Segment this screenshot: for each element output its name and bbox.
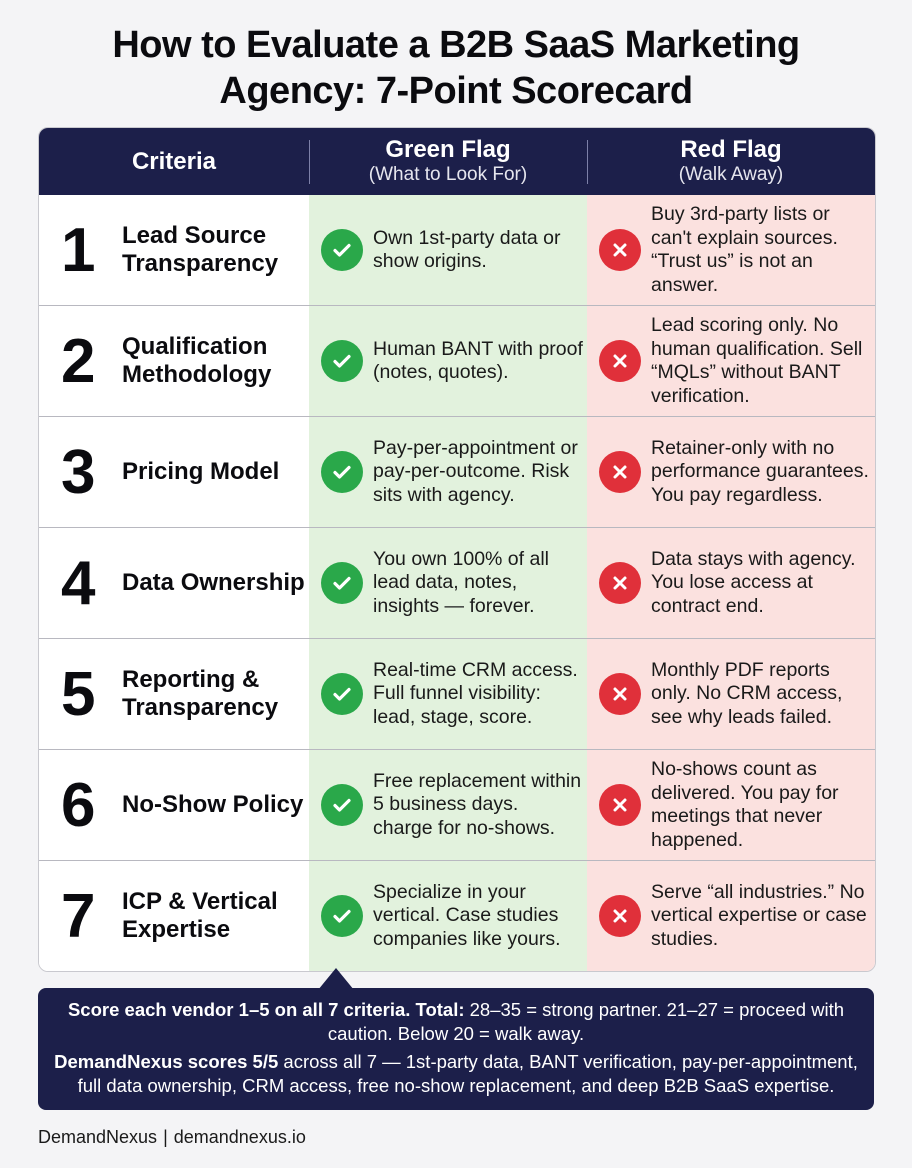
brand-statement-bold: DemandNexus scores 5/5 [54,1051,279,1072]
check-icon [321,895,363,937]
criteria-label: Reporting & Transparency [122,666,279,721]
footer [38,1127,306,1148]
red-flag-text: Lead scoring only. No human qualification. Sell “MQLs” without BANT verification. [651,314,863,407]
table-header [39,128,875,195]
x-icon [599,229,641,271]
red-flag-text: Monthly PDF reports only. No CRM access, see why leads failed. [651,658,843,728]
green-flag-text: Human BANT with proof (notes, quotes). [373,337,583,383]
scorecard-table [38,127,876,972]
check-icon [321,451,363,493]
criteria-cell [39,861,309,971]
green-flag-cell [309,417,587,527]
criteria-label: ICP & Vertical Expertise [122,888,278,943]
red-flag-cell [587,639,875,749]
red-flag-text: Buy 3rd-party lists or can't explain sources. “Trust us” is not an answer. [651,203,838,296]
title-line-1: How to Evaluate a B2B SaaS Marketing [112,24,800,66]
criteria-cell [39,528,309,638]
criteria-label: No-Show Policy [122,791,304,818]
red-flag-text: Serve “all industries.” No vertical expertise or case studies. [651,880,867,950]
scoring-guide [48,998,864,1046]
red-flag-cell [587,417,875,527]
footer-url: demandnexus.io [173,1127,306,1147]
criteria-number: 2 [61,326,96,396]
scoring-guide-bold: Score each vendor 1–5 on all 7 criteria. Total: [67,999,465,1020]
check-icon [321,229,363,271]
criteria-number: 7 [61,881,96,951]
check-icon [321,562,363,604]
header-red-title: Red Flag [680,136,782,163]
header-green-title: Green Flag [385,136,511,163]
green-flag-text: Free replacement within 5 business days. charge for no-shows. [373,769,582,839]
table-row [39,861,875,971]
footer-brand: DemandNexus [38,1127,158,1147]
criteria-label: Lead Source Transparency [122,222,279,277]
page-title [0,22,912,114]
green-flag-cell [309,306,587,416]
summary-banner [38,988,874,1110]
red-flag-cell [587,195,875,305]
header-criteria-label: Criteria [131,148,217,175]
criteria-cell [39,417,309,527]
header-green-subtitle: (What to Look For) [368,164,528,185]
x-icon [599,340,641,382]
x-icon [599,451,641,493]
green-flag-cell [309,639,587,749]
green-flag-cell [309,861,587,971]
table-row [39,750,875,861]
criteria-label: Data Ownership [122,569,305,596]
red-flag-cell [587,750,875,860]
check-icon [321,673,363,715]
criteria-label: Qualification Methodology [122,333,272,388]
green-flag-cell [309,195,587,305]
check-icon [321,784,363,826]
table-row [39,639,875,750]
red-flag-cell [587,861,875,971]
criteria-number: 5 [61,659,96,729]
table-row [39,417,875,528]
scoring-guide-text: 28–35 = strong partner. 21–27 = proceed with caution. Below 20 = walk away. [327,999,845,1044]
red-flag-cell [587,528,875,638]
x-icon [599,673,641,715]
green-flag-text: Real-time CRM access. Full funnel visibility: lead, stage, score. [373,658,578,728]
x-icon [599,895,641,937]
header-criteria [39,128,309,195]
x-icon [599,784,641,826]
green-flag-text: Own 1st-party data or show origins. [373,226,561,272]
banner-pointer [318,968,354,990]
red-flag-cell [587,306,875,416]
criteria-label: Pricing Model [122,458,280,485]
green-flag-text: You own 100% of all lead data, notes, insights — forever. [373,547,549,617]
green-flag-text: Pay-per-appointment or pay-per-outcome. Risk sits with agency. [373,436,578,506]
criteria-number: 3 [61,437,96,507]
table-row [39,195,875,306]
header-green-flag [309,128,587,195]
criteria-cell [39,195,309,305]
green-flag-text: Specialize in your vertical. Case studies companies like yours. [373,880,561,950]
table-row [39,528,875,639]
footer-separator: | [163,1127,168,1147]
red-flag-text: Retainer-only with no performance guarantees. You pay regardless. [651,436,869,506]
criteria-number: 4 [61,548,96,618]
criteria-cell [39,750,309,860]
red-flag-text: Data stays with agency. You lose access at contract end. [651,547,856,617]
criteria-number: 1 [61,215,96,285]
table-row [39,306,875,417]
check-icon [321,340,363,382]
header-red-subtitle: (Walk Away) [678,164,784,185]
brand-statement-text: across all 7 — 1st-party data, BANT verification, pay-per-appointment, full data ownership, CRM access, free no-show replacement, and deep B2B SaaS expertise. [77,1051,858,1096]
criteria-number: 6 [61,770,96,840]
criteria-cell [39,639,309,749]
green-flag-cell [309,528,587,638]
header-red-flag [587,128,875,195]
red-flag-text: No-shows count as delivered. You pay for meetings that never happened. [651,758,839,851]
brand-statement [48,1050,864,1098]
green-flag-cell [309,750,587,860]
criteria-cell [39,306,309,416]
title-line-2: Agency: 7-Point Scorecard [219,70,693,112]
x-icon [599,562,641,604]
